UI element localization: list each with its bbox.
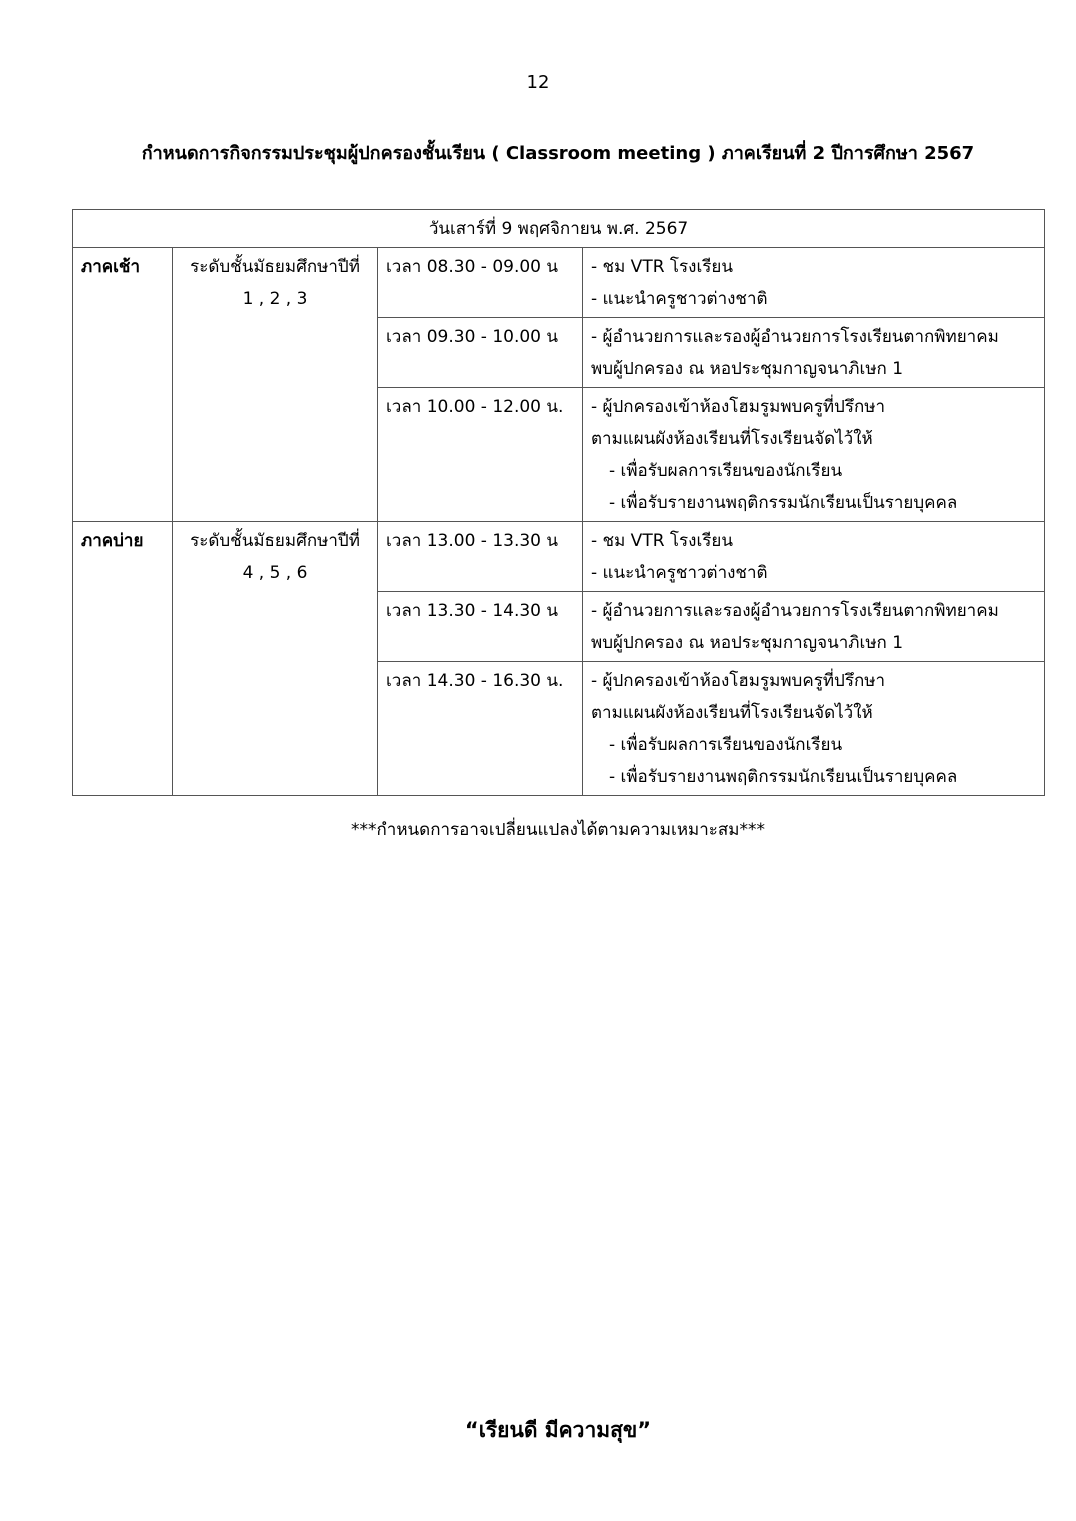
activity-line: - แนะนำครูชาวต่างชาติ xyxy=(591,289,768,309)
table-row xyxy=(73,522,1045,592)
activity-line: พบผู้ปกครอง ณ หอประชุมกาญจนาภิเษก 1 xyxy=(591,359,904,379)
grade-level-afternoon xyxy=(173,522,378,796)
activity-cell xyxy=(583,592,1045,662)
activity-line: ตามแผนผังห้องเรียนที่โรงเรียนจัดไว้ให้ xyxy=(591,703,873,723)
grade-level-label: ระดับชั้นมัธยมศึกษาปีที่ xyxy=(190,531,360,551)
activity-line: - ผู้อำนวยการและรองผู้อำนวยการโรงเรียนตากพิทยาคม xyxy=(591,601,999,621)
activity-line: - ผู้ปกครองเข้าห้องโฮมรูมพบครูที่ปรึกษา xyxy=(591,397,886,417)
activity-line: - แนะนำครูชาวต่างชาติ xyxy=(591,563,768,583)
date-header: วันเสาร์ที่ 9 พฤศจิกายน พ.ศ. 2567 xyxy=(73,210,1045,248)
school-motto: “เรียนดี มีความสุข” xyxy=(464,1418,652,1442)
activity-sub-item: - เพื่อรับรายงานพฤติกรรมนักเรียนเป็นรายบุคคล xyxy=(609,767,958,787)
period-afternoon: ภาคบ่าย xyxy=(73,522,173,796)
time-cell: เวลา 09.30 - 10.00 น xyxy=(378,318,583,388)
period-morning: ภาคเช้า xyxy=(73,248,173,522)
grade-level-values: 1 , 2 , 3 xyxy=(242,289,308,309)
time-cell: เวลา 13.30 - 14.30 น xyxy=(378,592,583,662)
activity-sub-item: - เพื่อรับผลการเรียนของนักเรียน xyxy=(609,735,843,755)
time-cell: เวลา 10.00 - 12.00 น. xyxy=(378,388,583,522)
activity-sub-item: - เพื่อรับรายงานพฤติกรรมนักเรียนเป็นรายบุคคล xyxy=(609,493,958,513)
activity-line: - ชม VTR โรงเรียน xyxy=(591,531,734,551)
grade-level-label: ระดับชั้นมัธยมศึกษาปีที่ xyxy=(190,257,360,277)
time-cell: เวลา 13.00 - 13.30 น xyxy=(378,522,583,592)
activity-line: - ผู้อำนวยการและรองผู้อำนวยการโรงเรียนตากพิทยาคม xyxy=(591,327,999,347)
activity-sub-item: - เพื่อรับผลการเรียนของนักเรียน xyxy=(609,461,843,481)
activity-cell xyxy=(583,522,1045,592)
schedule-change-note: ***กำหนดการอาจเปลี่ยนแปลงได้ตามความเหมาะสม*** xyxy=(351,820,765,840)
document-title: กำหนดการกิจกรรมประชุมผู้ปกครองชั้นเรียน ( Classroom meeting ) ภาคเรียนที่ 2 ปีการศึกษา 2567 xyxy=(141,143,975,164)
activity-cell xyxy=(583,318,1045,388)
time-cell: เวลา 14.30 - 16.30 น. xyxy=(378,662,583,796)
grade-level-values: 4 , 5 , 6 xyxy=(242,563,308,583)
activity-line: ตามแผนผังห้องเรียนที่โรงเรียนจัดไว้ให้ xyxy=(591,429,873,449)
activity-line: พบผู้ปกครอง ณ หอประชุมกาญจนาภิเษก 1 xyxy=(591,633,904,653)
activity-line: - ชม VTR โรงเรียน xyxy=(591,257,734,277)
page-number: 12 xyxy=(526,72,550,93)
date-header-row xyxy=(73,210,1045,248)
schedule-table xyxy=(72,209,1045,796)
activity-cell xyxy=(583,248,1045,318)
table-row xyxy=(73,248,1045,318)
time-cell: เวลา 08.30 - 09.00 น xyxy=(378,248,583,318)
activity-cell xyxy=(583,388,1045,522)
activity-line: - ผู้ปกครองเข้าห้องโฮมรูมพบครูที่ปรึกษา xyxy=(591,671,886,691)
grade-level-morning xyxy=(173,248,378,522)
activity-cell xyxy=(583,662,1045,796)
